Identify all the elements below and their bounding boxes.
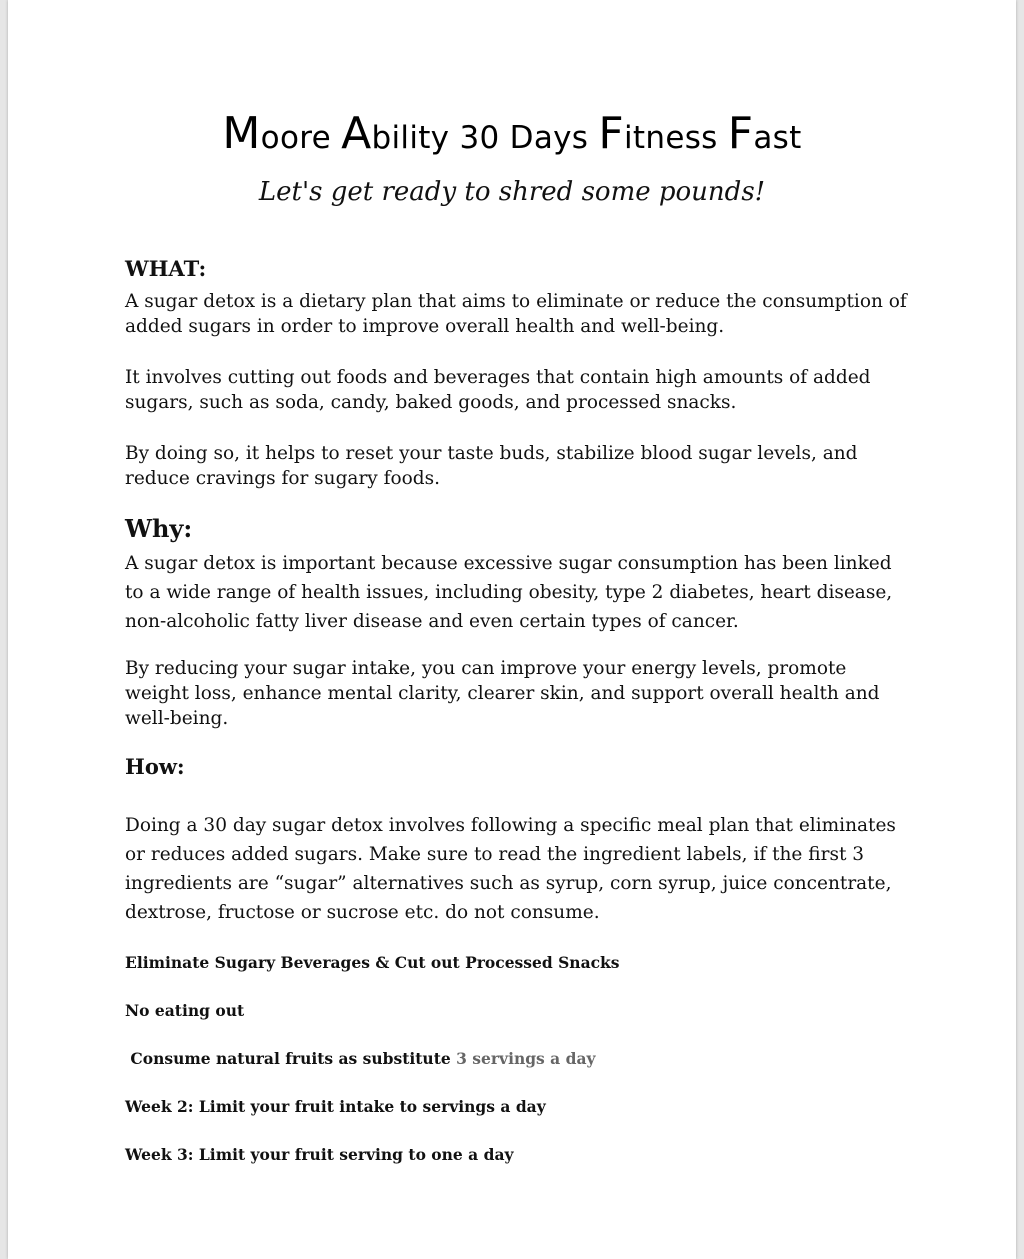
why-paragraph: A sugar detox is important because excessive sugar consumption has been linked to a wide range of health issues, including obesity, type 2 diabetes, heart disease, non-alcoholic fatty liver disease and even certain types of cancer. <box>125 553 893 632</box>
rule-item: Week 2: Limit your fruit intake to servings a day <box>125 1097 546 1116</box>
rule-item <box>125 1049 915 1069</box>
what-paragraph: By doing so, it helps to reset your taste buds, stabilize blood sugar levels, and reduce cravings for sugary foods. <box>125 443 858 489</box>
rule-item: No eating out <box>125 1001 245 1020</box>
document-page <box>8 0 1016 1259</box>
rule-item: Eliminate Sugary Beverages & Cut out Processed Snacks <box>125 953 620 972</box>
why-paragraph: By reducing your sugar intake, you can improve your energy levels, promote weight loss, enhance mental clarity, clearer skin, and support overall health and well-being. <box>125 658 880 729</box>
title-initial: A <box>341 108 372 159</box>
rule-text: Consume natural fruits as substitute <box>125 1049 457 1068</box>
how-heading: How: <box>125 754 185 779</box>
title-initial: M <box>222 108 261 159</box>
what-heading: WHAT: <box>125 256 207 281</box>
rule-item: Week 3: Limit your fruit serving to one a day <box>125 1145 514 1164</box>
title-initial: F <box>727 108 754 159</box>
title-initial: F <box>598 108 625 159</box>
title-text: itness <box>624 120 728 156</box>
document-subtitle: Let's get ready to shred some pounds! <box>258 177 766 207</box>
title-text: oore <box>260 120 342 156</box>
title-text: ast <box>753 120 802 156</box>
why-heading: Why: <box>125 514 193 543</box>
document-title <box>8 108 1016 159</box>
what-paragraph: A sugar detox is a dietary plan that aims to eliminate or reduce the consumption of added sugars in order to improve overall health and well-being. <box>125 291 907 337</box>
rule-highlight: 3 servings a day <box>456 1049 596 1068</box>
document-body <box>125 255 915 1193</box>
what-paragraph: It involves cutting out foods and beverages that contain high amounts of added sugars, such as soda, candy, baked goods, and processed snacks. <box>125 367 871 413</box>
how-paragraph: Doing a 30 day sugar detox involves following a specific meal plan that eliminates or reduces added sugars. Make sure to read the ingredient labels, if the first 3 ingredients are “sugar” alternatives such as syrup, corn syrup, juice concentrate, dextrose, fructose or sucrose etc. do not consume. <box>125 815 896 923</box>
title-text: bility 30 Days <box>371 120 599 156</box>
